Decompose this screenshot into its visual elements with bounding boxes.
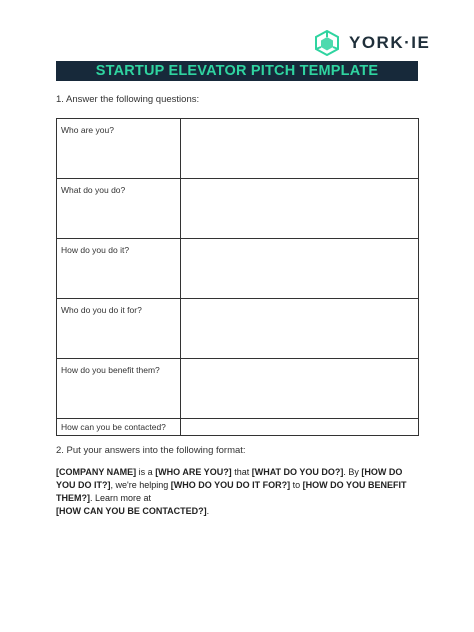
table-row [57,239,419,299]
placeholder-how-benefit: [HOW DO YOU BENEFIT THEM?] [56,480,407,503]
answer-cell[interactable] [181,419,419,436]
instruction-step-1: 1. Answer the following questions: [56,94,200,105]
questions-table [56,118,419,436]
york-ie-logo [314,28,444,58]
placeholder-company-name: [COMPANY NAME] [56,467,137,477]
placeholder-what-do-you-do: [WHAT DO YOU DO?] [251,467,344,477]
page-title: STARTUP ELEVATOR PITCH TEMPLATE [95,63,379,79]
table-row [57,419,419,436]
logo-wordmark: YORK·IE [349,33,431,52]
format-text-learn-more: . Learn more at [90,493,152,503]
format-text-is-a: is a [136,467,156,477]
placeholder-who-are-you: [WHO ARE YOU?] [155,467,232,477]
question-label: Who are you? [57,119,181,179]
instruction-step-2: 2. Put your answers into the following format: [56,445,246,456]
york-ie-mark-icon [314,30,340,56]
table-row [57,299,419,359]
placeholder-how-contacted: [HOW CAN YOU BE CONTACTED?] [56,506,207,516]
format-text-by: . By [343,467,362,477]
question-label: What do you do? [57,179,181,239]
title-banner [56,61,418,81]
table-row [57,359,419,419]
question-label: How do you benefit them? [57,359,181,419]
answer-cell[interactable] [181,119,419,179]
question-label: How can you be contacted? [57,419,181,436]
table-row [57,119,419,179]
format-text-were-helping: , we're helping [110,480,171,490]
question-label: Who do you do it for? [57,299,181,359]
format-text-to: to [290,480,303,490]
table-row [57,179,419,239]
answer-cell[interactable] [181,359,419,419]
answer-cell[interactable] [181,299,419,359]
answer-cell[interactable] [181,239,419,299]
placeholder-who-for: [WHO DO YOU DO IT FOR?] [170,480,291,490]
placeholder-how-do-you-do-it: [HOW DO YOU DO IT?] [56,467,403,490]
format-text-end: . [206,506,210,516]
answer-cell[interactable] [181,179,419,239]
format-text-that: that [231,467,252,477]
pitch-format-paragraph [56,466,418,518]
question-label: How do you do it? [57,239,181,299]
